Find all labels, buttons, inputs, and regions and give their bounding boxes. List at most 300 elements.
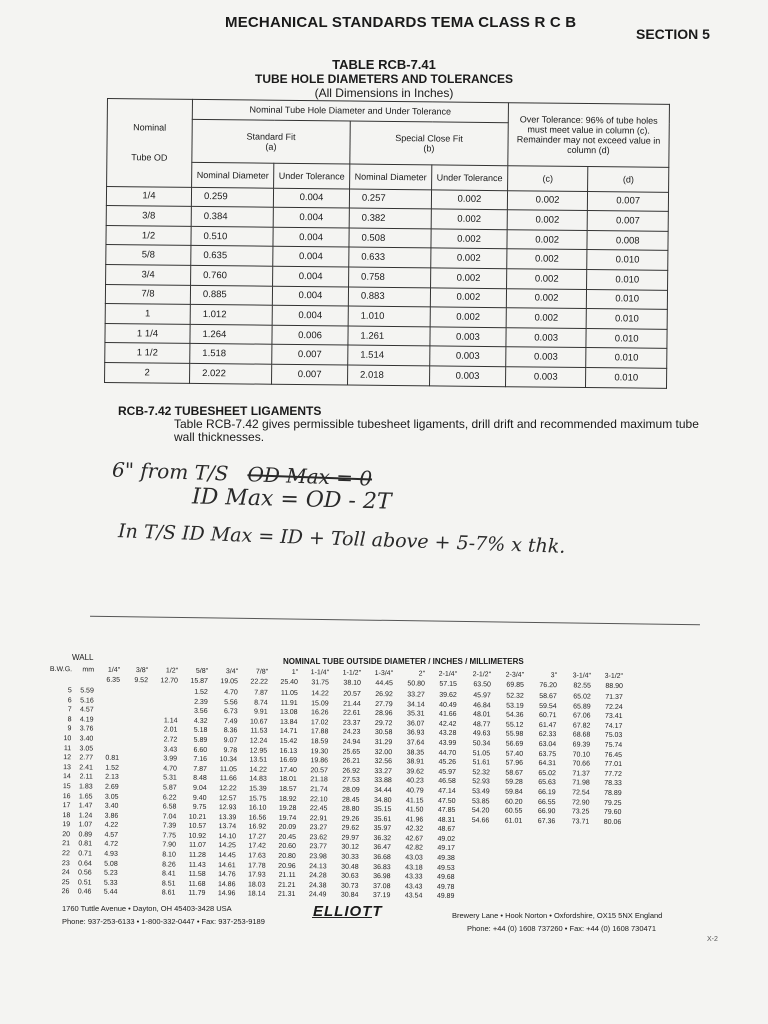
table-cell: 47.85 [437,806,456,815]
table-cell: 5.33 [103,879,118,887]
table-cell: 0.002 [430,307,506,327]
table-cell: 24.13 [309,862,327,871]
table-cell: 12.24 [249,737,268,745]
table-cell [522,865,555,875]
table-cell: 57.15 [439,681,458,689]
table-cell: 54.20 [471,807,490,815]
table-cell: 14 [62,773,71,781]
table-cell [522,836,555,846]
table-cell: 26.21 [342,757,361,765]
table-cell: 31.75 [311,679,330,687]
table-cell: 41.50 [405,806,424,814]
table-cell: 64.31 [538,760,557,768]
table-cell: 75.03 [604,732,623,740]
col-d-header: (d) [588,166,669,192]
table-cell: 16 [62,792,71,800]
table-cell: 0.004 [273,207,349,227]
table-cell: 11.05 [219,765,237,774]
table-cell: 35.31 [407,710,425,718]
table-cell: 0.007 [588,211,669,231]
footer-address: 1760 Tuttle Avenue • Dayton, OH 45403-3428 USA [62,904,232,913]
table-cell: 9.07 [223,737,238,745]
table-cell: 59.54 [539,702,557,710]
table-cell [455,864,489,874]
table-cell: 3-1/4" [572,672,592,680]
table-cell [119,725,147,735]
table-cell: 63.75 [538,750,557,758]
table-cell: 67.06 [573,712,591,720]
table-cell: 13 [63,763,71,771]
table-cell: 0.508 [349,228,431,248]
table-cell: 6.58 [162,803,177,811]
table-cell: 12.22 [219,784,237,793]
table-cell: 82.55 [573,682,591,691]
table-cell [521,893,554,903]
table-cell: 34.80 [373,796,392,804]
table-cell: 3/4" [225,667,239,676]
table-cell: 28.09 [342,786,360,794]
table-cell: 5.44 [103,889,118,897]
table-cell: 30.84 [340,892,359,900]
table-cell: 26 [61,888,70,896]
table-cell: 2-3/4" [505,671,525,679]
table-cell: 3.05 [104,793,119,801]
table-cell: 25 [61,879,70,887]
table-cell: 14.45 [218,852,236,860]
table-cell: 80.06 [603,818,622,826]
table-cell: 25.40 [280,679,299,687]
table-cell [148,687,178,697]
table-cell: 8 [67,715,72,724]
table-cell: 11.05 [280,689,298,698]
table-cell: 11.68 [188,880,206,888]
table-cell: 18 [62,811,71,819]
table-cell: 52.32 [472,768,490,777]
table-cell: 0.002 [506,269,587,289]
table-cell: 15.87 [190,678,209,686]
table-cell: 13.51 [249,756,268,764]
table-cell: 58.67 [539,692,557,701]
table-cell: 4.57 [79,706,94,714]
table-cell: 0.004 [273,227,349,247]
table-cell [489,855,522,865]
table-cell: 0.51 [77,879,92,887]
table-cell: 32.56 [374,758,393,766]
table-cell [50,676,72,687]
table-cell: 11.91 [280,699,298,707]
ligament-table [47,665,623,904]
table-cell [120,687,148,697]
tube-hole-table-body [105,186,669,388]
ligament-table-wrap [47,665,623,904]
ligaments-text: Table RCB-7.42 gives permissible tubesheet ligaments, drill drift and recommended maximum tube wall thicknesses. [174,417,699,444]
table-cell: 22.91 [309,814,328,823]
table-cell: 71.37 [605,693,623,701]
table-cell: 20.80 [278,852,296,861]
table-cell: 0.81 [78,840,93,849]
table-cell: 23 [61,859,70,867]
table-cell [488,883,521,893]
table-cell: 9.75 [192,803,207,812]
table-cell: 2.72 [163,736,178,744]
table-cell: 22.61 [343,709,361,717]
table-cell [117,879,145,889]
table-cell: 2.13 [105,774,119,782]
table-cell: 35.97 [373,825,392,833]
table-cell: 19.28 [278,804,297,813]
table-cell [489,845,522,855]
table-cell: 65.02 [538,769,556,777]
elliott-logo: ELLIOTT [313,903,383,920]
table-cell: 37.64 [406,739,425,747]
table-cell: 6.60 [193,746,208,754]
table-cell: 30.63 [341,872,359,881]
table-cell: 3.76 [79,725,94,733]
table-cell: 8.36 [223,727,238,735]
table-cell [589,856,621,866]
table-cell: 0.003 [506,327,587,347]
table-cell: 7/8" [255,668,269,676]
table-cell: 5/8 [106,245,191,265]
table-cell: 66.55 [537,798,556,806]
table-cell: 38.91 [406,758,425,766]
table-cell: 1.07 [78,821,93,829]
table-cell: 0.002 [506,308,587,328]
table-cell: 2.77 [79,754,94,762]
table-cell: 27.79 [375,700,393,708]
table-cell: 65.02 [573,693,591,701]
table-cell: 59.28 [505,778,523,787]
table-cell: 12.93 [218,804,237,812]
table-cell: 0.004 [272,305,348,325]
table-cell: 25.65 [342,748,361,756]
table-cell [119,793,147,803]
table-cell: 0.46 [77,888,92,896]
table-cell: 3-1/2" [604,672,624,680]
spc-nominal-header: Nominal Diameter [350,164,432,190]
table-cell: 17.27 [248,833,267,841]
table-cell: 30.58 [374,729,393,737]
table-cell: 0.382 [349,208,431,228]
table-cell: 0.002 [431,229,507,249]
table-cell: 1.012 [190,305,272,325]
table-cell: 40.49 [439,701,457,709]
handwritten-note-3: In T/S ID Max = ID + Toll above + 5-7% x thk. [117,520,566,558]
table-cell: 7.39 [162,822,177,830]
table-cell: 7/8 [105,284,190,304]
table-cell: 17.63 [248,852,266,860]
table-cell: 55.98 [505,730,524,739]
table-cell: 78.33 [604,780,622,788]
table-cell: 0.71 [78,850,92,858]
table-cell [555,875,589,885]
table-cell: 7.90 [162,841,177,850]
table-cell: 79.60 [603,808,622,817]
table-cell: 49.89 [436,893,455,901]
table-cell [119,745,147,755]
table-cell: 0.002 [431,268,507,288]
table-cell: 11.79 [188,890,206,898]
table-cell: 36.83 [373,863,391,871]
nominal-od-label: NOMINAL TUBE OUTSIDE DIAMETER / INCHES / MILLIMETERS [283,657,524,666]
table-cell: 35.61 [373,815,392,823]
std-nominal-header: Nominal Diameter [192,162,274,188]
table-cell: 43.99 [438,739,457,747]
logo-underline [312,917,372,924]
table-cell: 11.43 [188,861,206,869]
table-cell: 60.55 [504,807,523,815]
table-cell: 43.18 [405,864,423,872]
table-cell: 2.39 [194,698,208,706]
table-cell: 2-1/2" [472,670,492,679]
table-cell: 24.28 [309,872,327,880]
table-cell: 14.83 [249,775,267,783]
table-cell: 22.22 [250,678,269,687]
table-cell: 18.14 [247,890,266,899]
tube-od-label: Tube OD [131,152,168,163]
table-cell: 18.03 [247,881,266,889]
table-cell: 0.002 [431,189,507,209]
table-cell: 3" [550,671,558,679]
table-cell: 1/2 [106,225,191,245]
table-cell: 12 [63,754,72,762]
table-cell: 7.75 [162,832,177,840]
table-cell: 18.01 [279,776,297,784]
table-cell [148,707,178,717]
table-cell: 2.11 [79,773,93,781]
table-cell [522,874,555,884]
table-cell: 47.50 [437,797,456,805]
table-cell: 56.69 [505,740,524,748]
table-cell: 6.22 [162,793,177,802]
table-cell: 30.12 [341,844,360,852]
table-cell: 4.57 [104,831,119,839]
table-cell: 0.004 [273,266,349,286]
table-cell: 49.53 [437,864,455,872]
table-cell: 4.70 [224,689,238,697]
table-cell: 21.18 [310,776,328,784]
table-cell: 5.59 [80,687,94,695]
table-cell: 10.34 [219,756,238,764]
table-cell: 19.30 [310,747,329,755]
table-cell: 0.002 [431,248,507,268]
table-cell: 43.43 [404,883,423,891]
table-cell: 45.97 [438,768,456,776]
table-741-heading [0,58,768,100]
table-cell: 1.52 [194,688,208,696]
table-cell: 47.14 [438,787,456,795]
table-cell: 36.68 [373,854,391,862]
table-cell: 0.002 [507,229,588,249]
table-cell: 0.633 [349,247,431,267]
table-cell: 0.010 [587,289,668,309]
table-cell [72,676,94,687]
table-cell: 4.22 [104,821,119,830]
table-cell: 2.018 [347,365,429,385]
table-cell: 1.010 [348,306,430,326]
standard-fit-label: Standard Fit [246,131,296,142]
ligaments-title: RCB-7.42 TUBESHEET LIGAMENTS [118,404,322,418]
table-cell: 65.89 [573,702,591,711]
table-cell: 22.10 [309,795,328,803]
table-cell: 8.74 [254,699,268,707]
table-cell: 14.10 [218,832,237,841]
table-cell: 20.57 [343,690,361,698]
table-cell: 26.92 [342,767,360,775]
table-cell: 1.52 [105,764,119,772]
table-cell: 21.11 [278,872,296,880]
table-cell: 1-3/4" [374,669,394,677]
table-cell: 21.31 [277,891,296,899]
table-cell: 36.93 [406,729,425,737]
page-title: MECHANICAL STANDARDS TEMA CLASS R C B [225,14,577,31]
table-cell: 10.57 [188,823,207,831]
table-cell: 1.514 [348,345,430,365]
table-cell: 42.67 [405,835,424,843]
table-cell: 20 [62,831,71,839]
table-cell: 43.28 [438,730,457,738]
table-cell: 49.02 [437,835,456,843]
table-cell: 0.003 [505,367,586,387]
table-cell: 9.40 [192,794,207,802]
table-cell: 17 [62,802,71,810]
table-cell: 5.16 [80,696,94,705]
table-cell [454,883,488,893]
table-cell: 2-1/4" [438,670,458,678]
table-cell: 28.45 [341,796,360,804]
table-cell [118,841,146,851]
table-741-units: (All Dimensions in Inches) [314,86,454,100]
over-tolerance-header: Over Tolerance: 96% of tube holes must meet value in column (c). Remainder may not exceed value in column (d) [508,103,670,167]
group-header: Nominal Tube Hole Diameter and Under Tolerance [192,99,508,122]
table-cell: 42.32 [405,825,424,833]
table-cell: 39.62 [406,768,424,776]
table-cell: 3.56 [193,707,208,716]
table-cell [589,865,621,875]
table-cell: 77.01 [604,760,623,769]
table-cell [589,875,621,885]
table-cell: 11.07 [188,842,207,850]
table-cell [455,835,489,845]
table-cell: 16.26 [311,709,329,717]
table-cell: 40.79 [406,787,424,795]
table-cell: 0.004 [273,247,349,267]
tube-hole-table [104,98,670,388]
table-cell: 4.93 [104,850,118,858]
table-cell: 49.63 [472,730,491,738]
table-cell: 17.40 [279,766,297,774]
table-cell: 0.003 [430,327,506,347]
table-cell: 49.68 [437,874,455,882]
table-cell [555,855,589,865]
table-cell [93,735,119,745]
table-cell: 67.82 [572,722,591,730]
table-cell: 1.65 [78,792,93,801]
table-cell: 73.25 [571,808,590,816]
table-cell: 5.31 [163,774,177,782]
table-cell: 1 1/4 [105,323,190,343]
table-cell: 9 [67,725,72,733]
table-cell: 69.39 [572,741,591,749]
handwritten-note-2: ID Max = OD - 2T [191,484,392,515]
table-cell: 6.35 [106,677,121,685]
table-cell: 58.67 [505,769,523,777]
table-cell: 20.09 [278,824,297,832]
table-cell [120,706,148,716]
table-cell: 71.37 [572,770,590,778]
table-cell [588,885,620,895]
table-cell: 0.758 [348,267,430,287]
table-cell [119,783,147,793]
table-cell: 0.002 [431,209,507,229]
wall-label: WALL [72,653,94,662]
handwritten-note-1b: OD Max = 0 [247,462,373,491]
std-under-header: Under Tolerance [274,163,350,189]
table-cell: 14.61 [218,861,236,869]
table-cell: 1.24 [78,812,93,820]
table-cell: 9.78 [223,746,238,754]
table-cell: 63.50 [473,681,491,689]
table-cell: 45.97 [473,692,491,700]
table-cell: 34.14 [407,700,425,709]
table-cell: 33.88 [374,777,392,785]
table-cell [555,836,589,846]
table-cell: 0.885 [190,285,272,305]
table-cell: 10.92 [188,832,207,840]
table-cell [119,735,147,745]
table-cell [455,845,489,855]
table-cell: 39.62 [439,691,457,699]
table-cell: 18.92 [278,795,297,803]
table-cell [489,826,522,836]
table-cell: 49.78 [436,883,455,891]
table-cell: 0.007 [588,191,669,211]
table-cell: 0.007 [272,345,348,365]
nominal-label: Nominal [133,122,167,133]
table-cell: B.W.G. [49,665,73,674]
table-cell: 54.66 [471,816,490,825]
table-cell: 11.28 [188,851,206,859]
table-cell: 48.31 [437,816,456,824]
table-cell: 14.22 [249,766,267,774]
table-cell: 10.21 [188,813,207,821]
table-cell: 71.98 [572,779,590,787]
table-cell: 19.05 [220,678,239,686]
table-cell: 4.32 [193,717,208,725]
table-cell [589,837,621,847]
table-cell: 12.57 [218,794,237,802]
table-cell: 21.21 [277,881,296,889]
table-cell: 1-1/2" [342,669,362,677]
table-cell: 88.90 [605,683,623,691]
table-cell: 1.47 [78,802,93,810]
table-cell: 24 [61,869,70,877]
table-cell: 8.26 [162,861,176,869]
standard-fit-header [192,119,350,164]
table-cell: 29.62 [341,824,360,833]
table-cell: 49.17 [437,845,455,853]
table-cell: 14.71 [279,728,298,736]
table-cell: 0.002 [507,210,588,230]
table-cell: 3.40 [79,735,94,743]
table-cell: 53.49 [472,788,490,796]
table-cell: 48.01 [473,711,491,719]
table-cell: 0.003 [430,346,506,366]
table-cell: 0.64 [78,860,92,868]
table-cell: 3/8 [106,206,191,226]
table-cell: 30.48 [341,863,359,871]
table-cell: 52.32 [506,692,524,700]
